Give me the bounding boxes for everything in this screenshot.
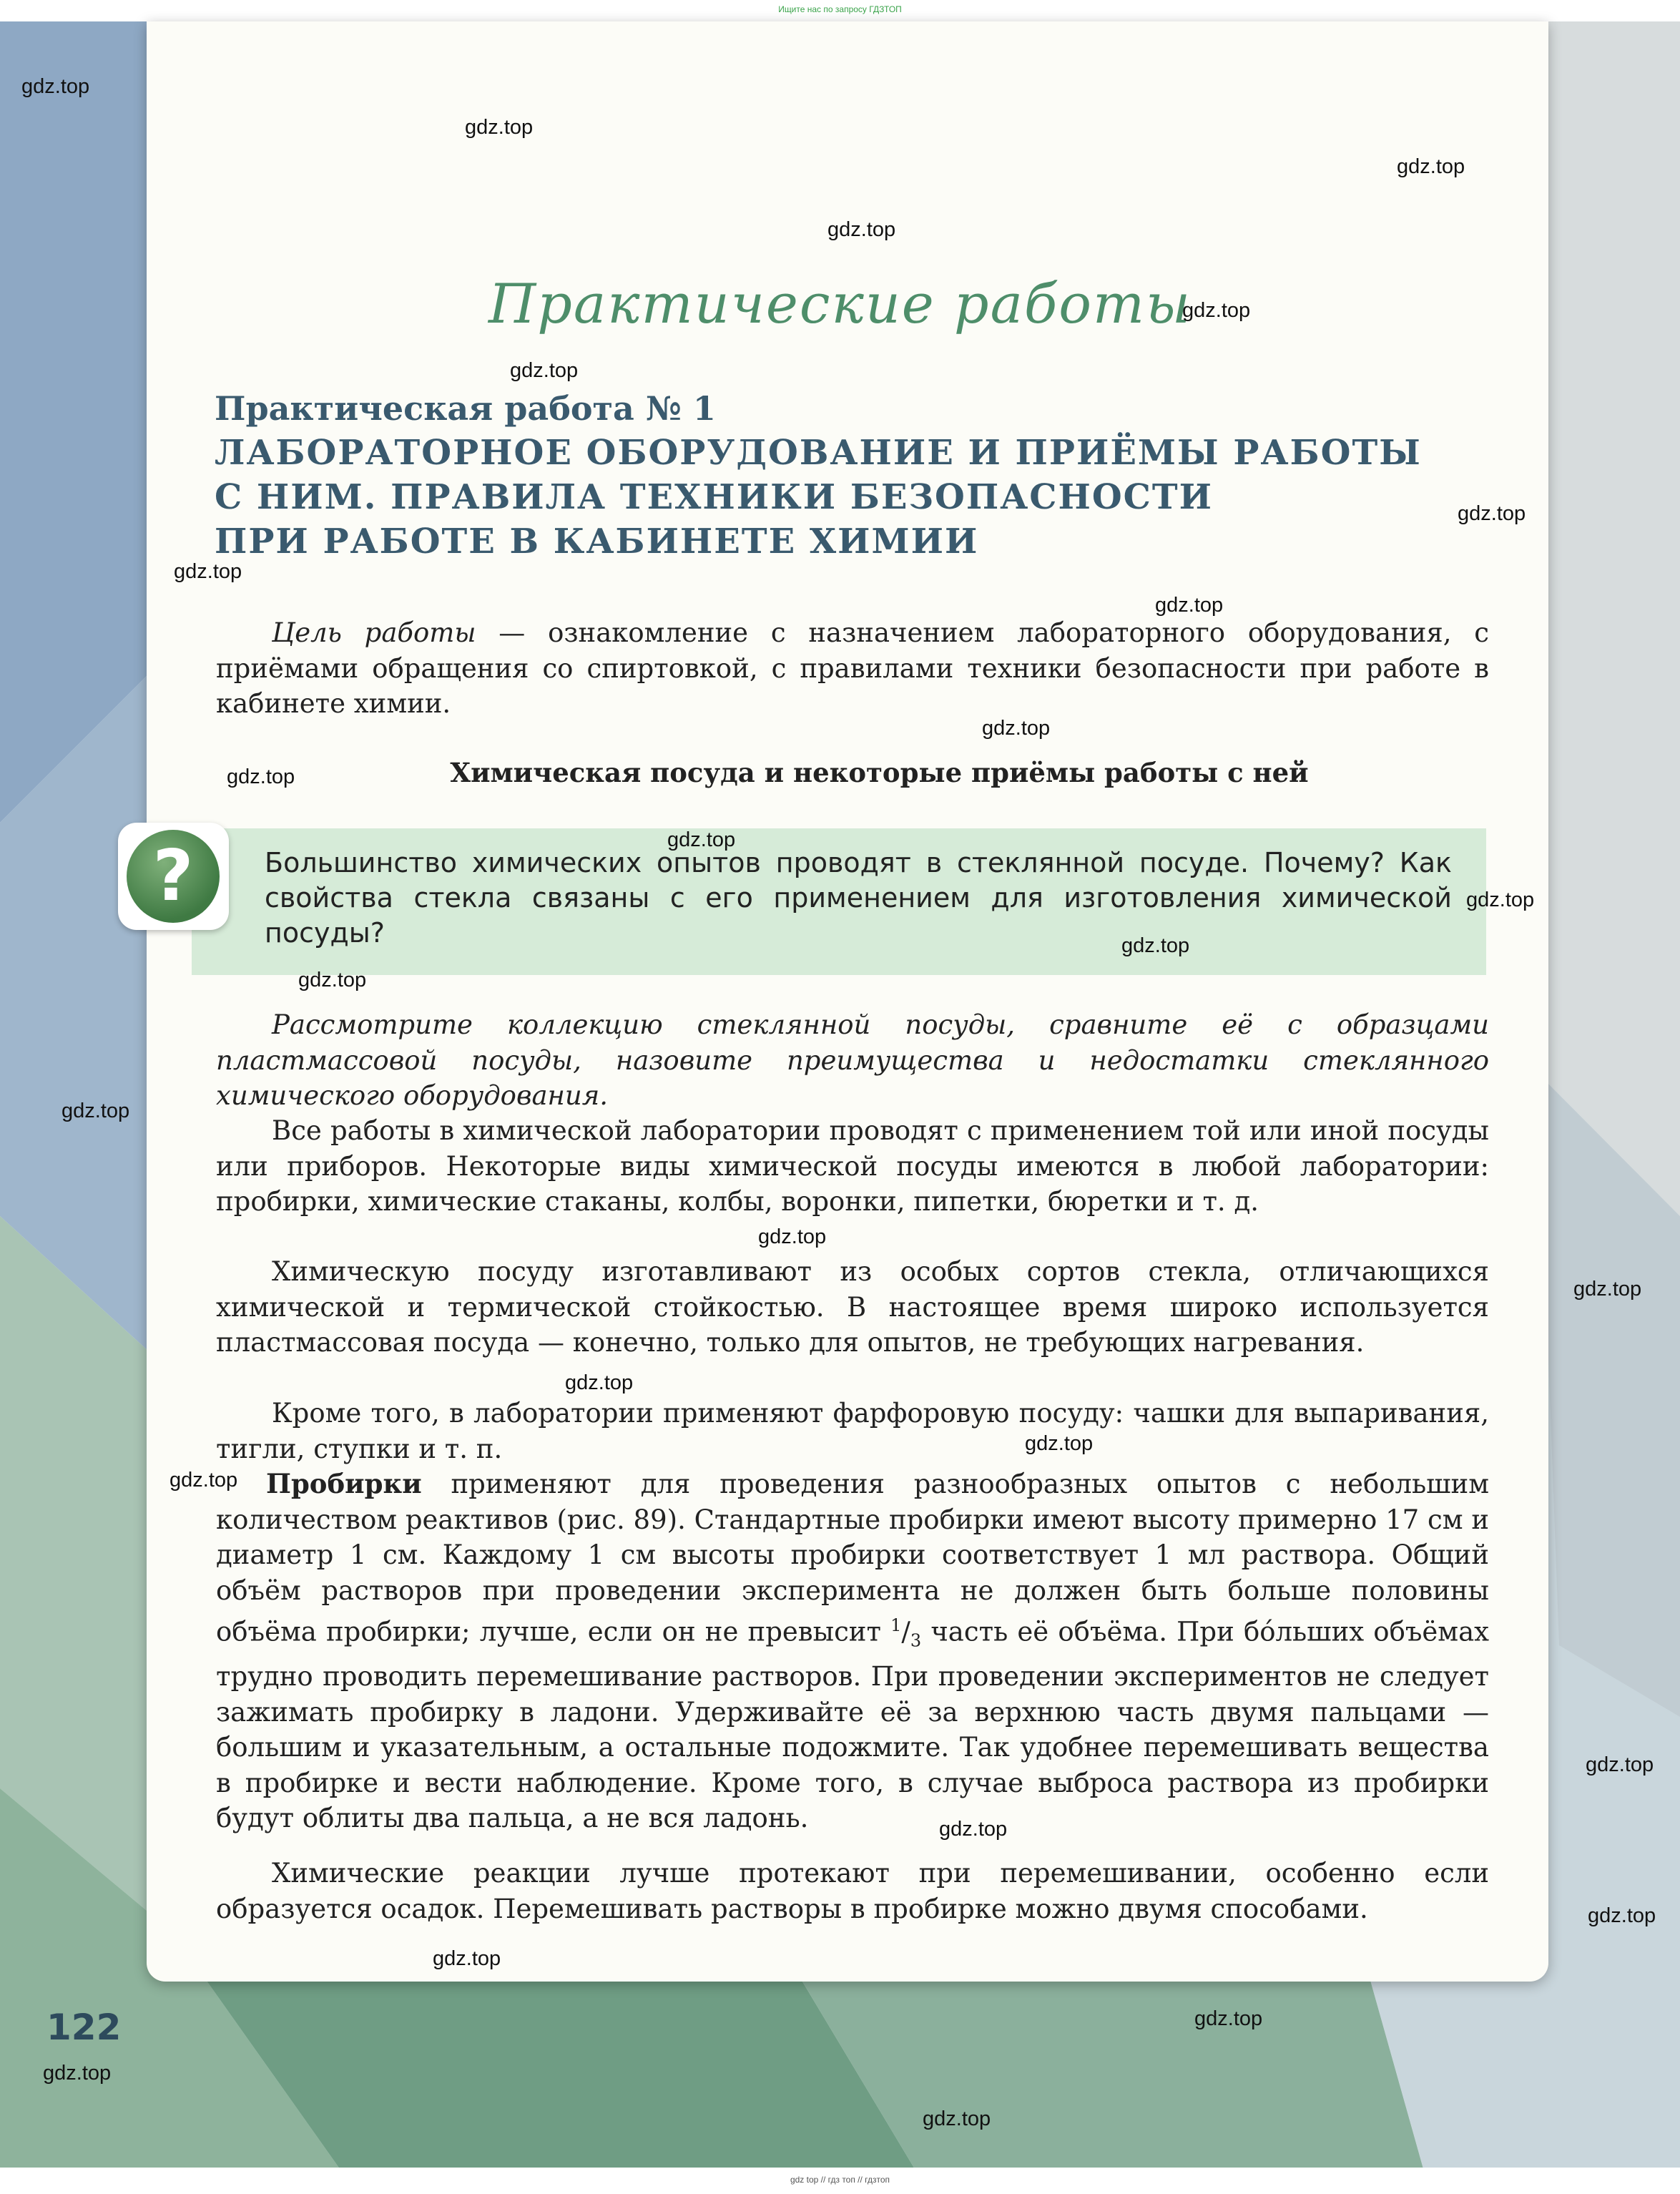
paragraph-3: Химическую посуду изготавливают из особых сортов стекла, отличающихся химической и термической стойкостью. В настоящее время широко используется пластмассовая посуда — конечно, только для опытов, не требующих нагревания. [216,1256,1489,1358]
paragraph-task [216,1007,1489,1114]
practical-work-heading [215,386,1502,564]
watermark: gdz.top [1586,1753,1654,1776]
practical-work-number: Практическая работа № 1 [215,389,716,428]
watermark: gdz.top [43,2062,112,2085]
watermark: gdz.top [227,765,295,788]
watermark: gdz.top [62,1100,130,1122]
watermark: gdz.top [1182,299,1251,322]
watermark: gdz.top [298,969,367,991]
watermark: gdz.top [1466,888,1535,911]
watermark: gdz.top [1194,2007,1263,2030]
watermark: gdz.top [1155,594,1224,617]
watermark: gdz.top [982,717,1051,740]
watermark: gdz.top [1121,934,1190,957]
watermark: gdz.top [667,828,736,851]
paragraph-test-tubes-b: часть её объёма. При бóльших объёмах трудно проводить перемешивание растворов. При проведении экспериментов не следует зажимать пробирку в ладони. Удерживайте её за верхнюю часть двумя пальцами — большим и указательным, а остальные подожмите. Так удобнее перемешивать вещества в пробирке и вести наблюдение. Кроме того, в случае выброса раствора из пробирки будут облиты два пальца, а не вся ладонь. [216,1616,1489,1834]
question-text: Большинство химических опытов проводят в стеклянной посуде. Почему? Как свойства стекла связаны с его применением для изготовления химической посуды? [265,847,1452,949]
paragraph-test-tubes-a: применяют для проведения разнообразных опытов с небольшим количеством реактивов (рис. 89). Стандартные пробирки имеют высоту примерно 17 см и диаметр 1 см. Каждому 1 см высоты пробирки соответствует 1 мл раствора. Общий объём растворов при проведении эксперимента не должен быть больше половины объёма пробирки; лучше, если он не превысит [216,1469,1489,1647]
paragraph-test-tubes [216,1466,1489,1836]
watermark: gdz.top [465,116,534,139]
top-promo-note: Ищите нас по запросу ГДЗТОП [778,4,902,14]
watermark: gdz.top [21,75,90,98]
practical-work-title-line-2: С НИМ. ПРАВИЛА ТЕХНИКИ БЕЗОПАСНОСТИ [215,477,1213,517]
watermark: gdz.top [939,1818,1008,1841]
question-icon: ? [127,830,220,923]
watermark: gdz.top [758,1225,827,1248]
paragraph-task-text: Рассмотрите коллекцию стеклянной посуды, сравните её с образцами пластмассовой посуды, назовите преимущества и недостатки стеклянного химического оборудования. [216,1009,1489,1111]
paragraph-6: Химические реакции лучше протекают при перемешивании, особенно если образуется осадок. Перемешивать растворы в пробирке можно двумя способами. [216,1858,1489,1924]
watermark: gdz.top [510,359,579,382]
watermark: gdz.top [923,2107,991,2130]
goal-text: — ознакомление с назначением лабораторного оборудования, с приёмами обращения со спиртовкой, с правилами техники безопасности при работе в кабинете химии. [216,617,1490,719]
test-tubes-term: Пробирки [266,1468,422,1499]
bottom-promo-note: gdz top // гдз топ // гдзтоп [790,2175,890,2185]
paragraph-2: Все работы в химической лаборатории проводят с применением той или иной посуды или приборов. Некоторые виды химической посуды имеются в любой лаборатории: пробирки, химические стаканы, колбы, воронки, пипетки, бюретки и т. д. [216,1115,1489,1217]
practical-work-title-line-3: ПРИ РАБОТЕ В КАБИНЕТЕ ХИМИИ [215,521,979,562]
question-badge [118,823,229,930]
subheading: Химическая посуда и некоторые приёмы работы с ней [450,757,1309,788]
watermark: gdz.top [174,560,242,583]
goal-label: Цель работы [272,617,476,648]
fraction-slash: / [901,1616,910,1647]
watermark: gdz.top [433,1947,501,1970]
watermark: gdz.top [1025,1432,1094,1455]
goal-paragraph [216,615,1489,722]
watermark: gdz.top [827,218,896,241]
watermark: gdz.top [1397,155,1465,178]
fraction-numerator: 1 [890,1615,902,1635]
watermark: gdz.top [565,1371,634,1394]
page-number: 122 [46,2007,122,2048]
paragraph-4: Кроме того, в лаборатории применяют фарфоровую посуду: чашки для выпаривания, тигли, ступки и т. п. [216,1398,1489,1464]
fraction-denominator: 3 [910,1630,922,1651]
watermark: gdz.top [1458,502,1526,525]
watermark: gdz.top [1588,1904,1656,1927]
watermark: gdz.top [170,1469,238,1492]
section-title: Практические работы [488,272,1192,336]
practical-work-title-line-1: ЛАБОРАТОРНОЕ ОБОРУДОВАНИЕ И ПРИЁМЫ РАБОТЫ [215,433,1422,473]
watermark: gdz.top [1573,1278,1642,1301]
